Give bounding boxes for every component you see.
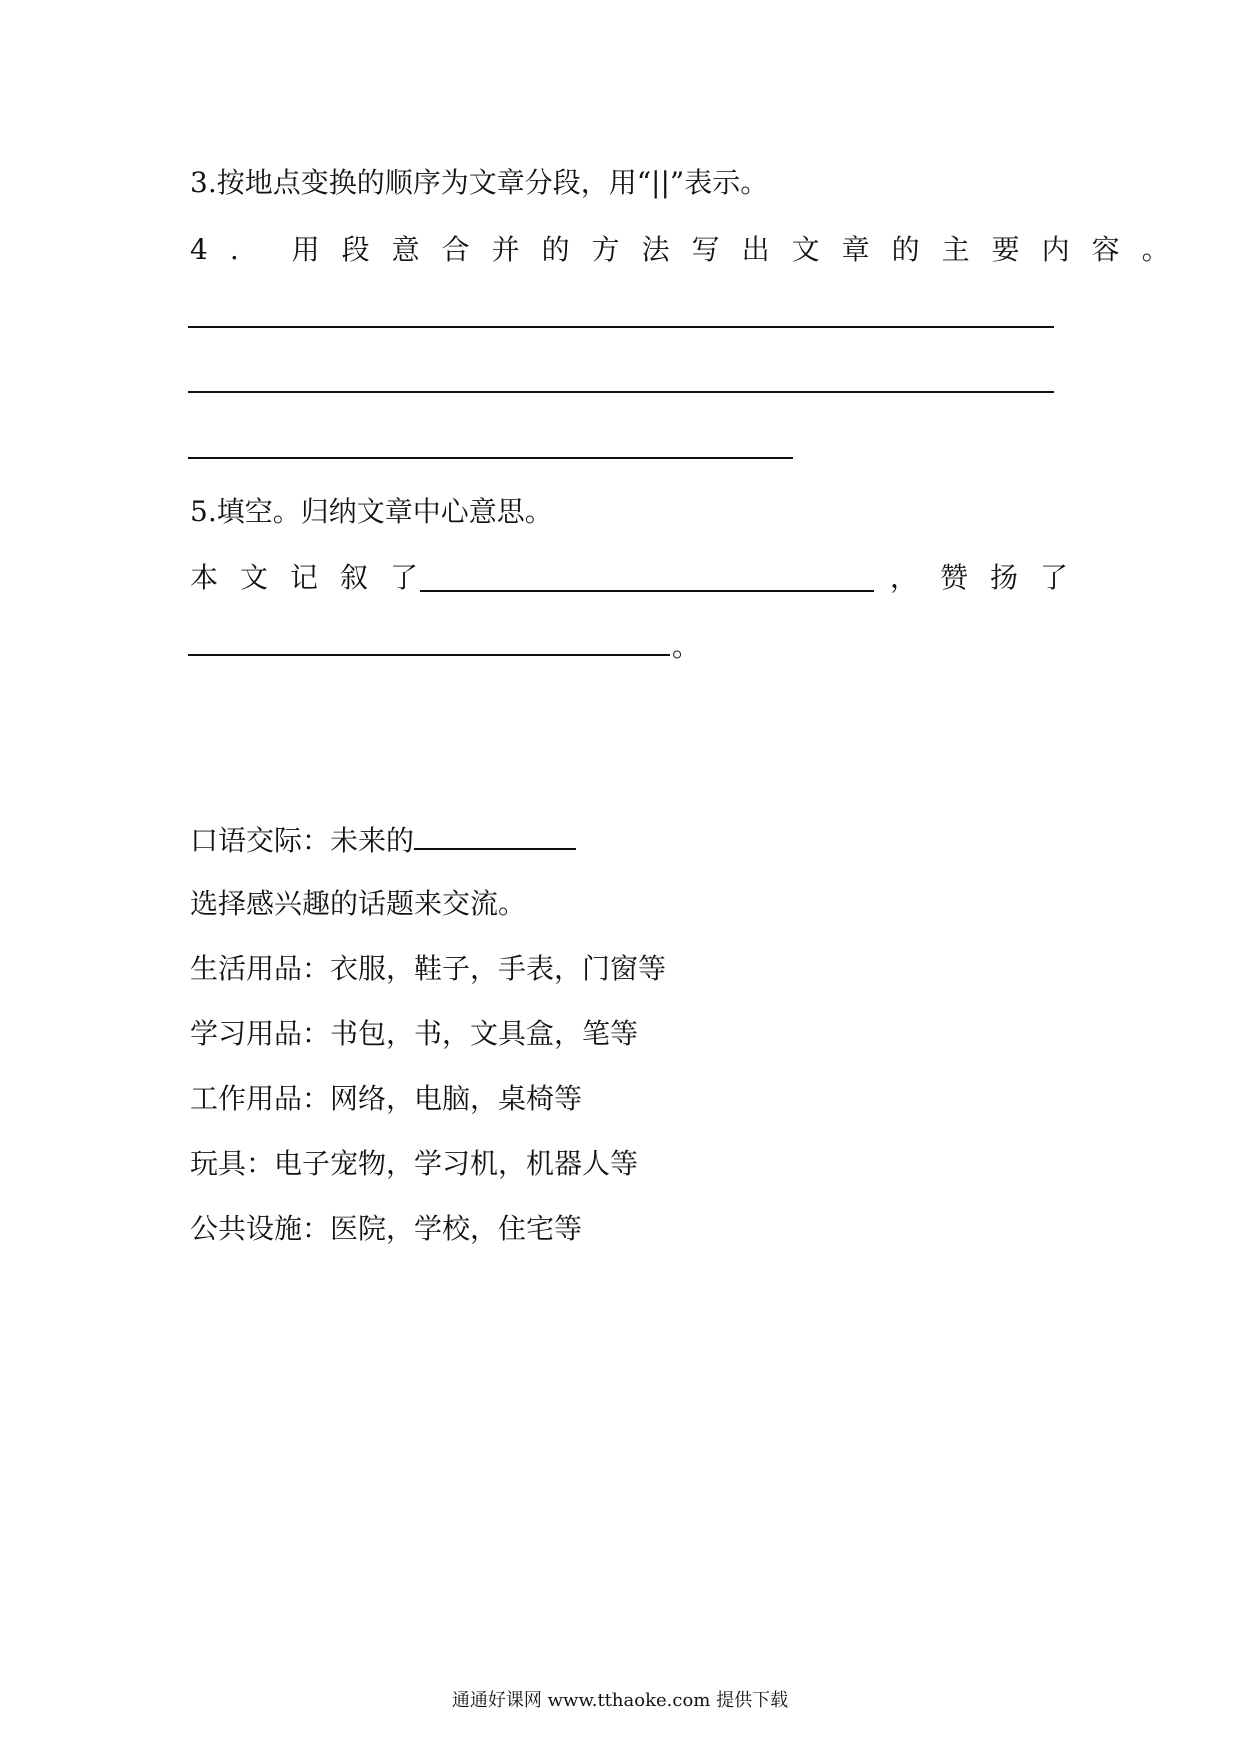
oral-title-blank[interactable] xyxy=(414,822,576,850)
fill-text-1: 本文记叙了 xyxy=(190,561,441,594)
topic-item: 玩具：电子宠物，学习机，机器人等 xyxy=(190,1147,639,1180)
oral-intro: 选择感兴趣的话题来交流。 xyxy=(190,887,527,920)
answer-line-3[interactable] xyxy=(188,457,793,459)
question-4: 4. 用段意合并的方法写出文章的主要内容。 xyxy=(190,233,1192,266)
topic-item: 学习用品：书包，书，文具盒，笔等 xyxy=(190,1017,639,1050)
fill-blank-2[interactable] xyxy=(188,654,670,656)
topic-item: 生活用品：衣服，鞋子，手表，门窗等 xyxy=(190,952,667,985)
page-footer: 通通好课网 www.tthaoke.com 提供下载 xyxy=(451,1690,789,1711)
fill-text-2: ，赞扬了 xyxy=(890,561,1091,594)
answer-line-1[interactable] xyxy=(188,326,1054,328)
question-5: 5.填空。归纳文章中心意思。 xyxy=(190,495,553,528)
oral-title-text: 口语交际：未来的 xyxy=(190,824,415,857)
fill-text-3: 。 xyxy=(672,630,701,663)
answer-line-2[interactable] xyxy=(188,391,1054,393)
fill-blank-1[interactable] xyxy=(420,590,874,592)
oral-title xyxy=(190,822,576,858)
question-3: 3.按地点变换的顺序为文章分段，用“||”表示。 xyxy=(190,166,769,199)
topic-item: 公共设施：医院，学校，住宅等 xyxy=(190,1212,583,1245)
topic-item: 工作用品：网络，电脑，桌椅等 xyxy=(190,1082,583,1115)
